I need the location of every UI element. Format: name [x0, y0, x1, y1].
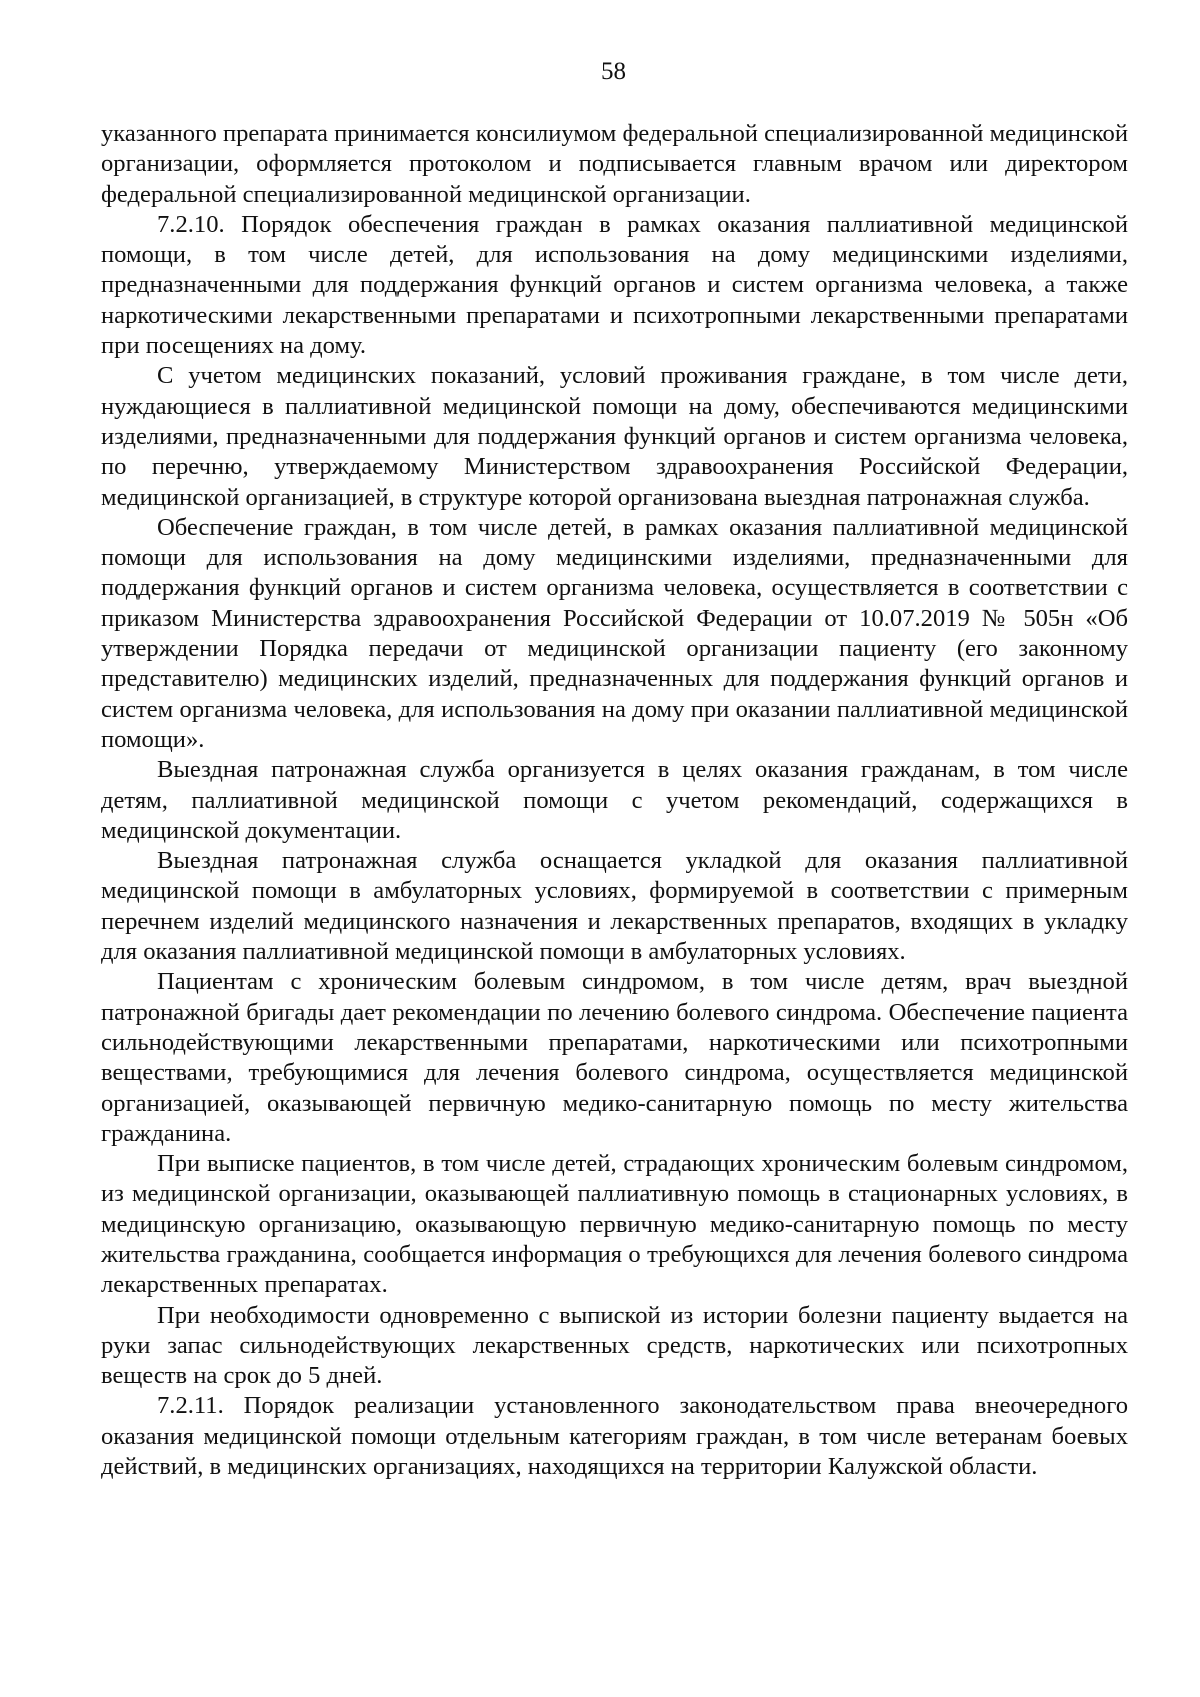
- paragraph-provision-order: Обеспечение граждан, в том числе детей, в рамках оказания паллиативной медицинской помощи для использования на дому медицинскими изделиями, предназначенными для поддержания функций органов и систем организма человека, осуществляется в соответствии с приказом Министерства здравоохранения Российской Федерации от 10.07.2019 № 505н «Об утверждении Порядка передачи от медицинской организации пациенту (его законному представителю) медицинских изделий, предназначенных для поддержания функций органов и систем организма человека, для использования на дому при оказании паллиативной медицинской помощи».: [101, 513, 1128, 753]
- paragraph-pain-syndrome: Пациентам с хроническим болевым синдромом, в том числе детям, врач выездной патронажной бригады дает рекомендации по лечению болевого синдрома. Обеспечение пациента сильнодействующими лекарственными препаратами, наркотическими или психотропными веществами, требующимися для лечения болевого синдрома, осуществляется медицинской организацией, оказывающей первичную медико-санитарную помощь по месту жительства гражданина.: [101, 968, 1128, 1147]
- paragraph-service-equipment: Выездная патронажная служба оснащается укладкой для оказания паллиативной медицинской помощи в амбулаторных условиях, формируемой в соответствии с примерным перечнем изделий медицинского назначения и лекарственных препаратов, входящих в укладку для оказания паллиативной медицинской помощи в амбулаторных условиях.: [101, 847, 1128, 966]
- page-number: 58: [601, 58, 626, 85]
- paragraph-drug-supply: При необходимости одновременно с выпиской из истории болезни пациенту выдается на руки запас сильнодействующих лекарственных средств, наркотических или психотропных веществ на срок до 5 дней.: [101, 1301, 1128, 1390]
- paragraph-continuation: указанного препарата принимается консилиумом федеральной специализированной медицинской организации, оформляется протоколом и подписывается главным врачом или директором федеральной специализированной медицинской организации.: [101, 120, 1128, 208]
- paragraph-section-7-2-11-heading: 7.2.11. Порядок реализации установленного законодательством права внеочередного оказания медицинской помощи отдельным категориям граждан, в том числе ветеранам боевых действий, в медицинских организациях, находящихся на территории Калужской области.: [101, 1392, 1128, 1481]
- paragraph-section-7-2-10-heading: 7.2.10. Порядок обеспечения граждан в рамках оказания паллиативной медицинской помощи, в том числе детей, для использования на дому медицинскими изделиями, предназначенными для поддержания функций органов и систем организма человека, а также наркотическими лекарственными препаратами и психотропными лекарственными препаратами при посещениях на дому.: [101, 210, 1128, 360]
- paragraph-patronage-service: Выездная патронажная служба организуется в целях оказания гражданам, в том числе детям, паллиативной медицинской помощи с учетом рекомендаций, содержащихся в медицинской документации.: [101, 756, 1128, 844]
- paragraph-discharge-info: При выписке пациентов, в том числе детей, страдающих хроническим болевым синдромом, из медицинской организации, оказывающей паллиативную помощь в стационарных условиях, в медицинскую организацию, оказывающую первичную медико-санитарную помощь по месту жительства гражданина, сообщается информация о требующихся для лечения болевого синдрома лекарственных препаратах.: [101, 1150, 1128, 1299]
- document-body: [101, 119, 1128, 1482]
- paragraph-medical-indications: С учетом медицинских показаний, условий проживания граждане, в том числе дети, нуждающиеся в паллиативной медицинской помощи на дому, обеспечиваются медицинскими изделиями, предназначенными для поддержания функций органов и систем организма человека, по перечню, утверждаемому Министерством здравоохранения Российской Федерации, медицинской организацией, в структуре которой организована выездная патронажная служба.: [101, 362, 1128, 511]
